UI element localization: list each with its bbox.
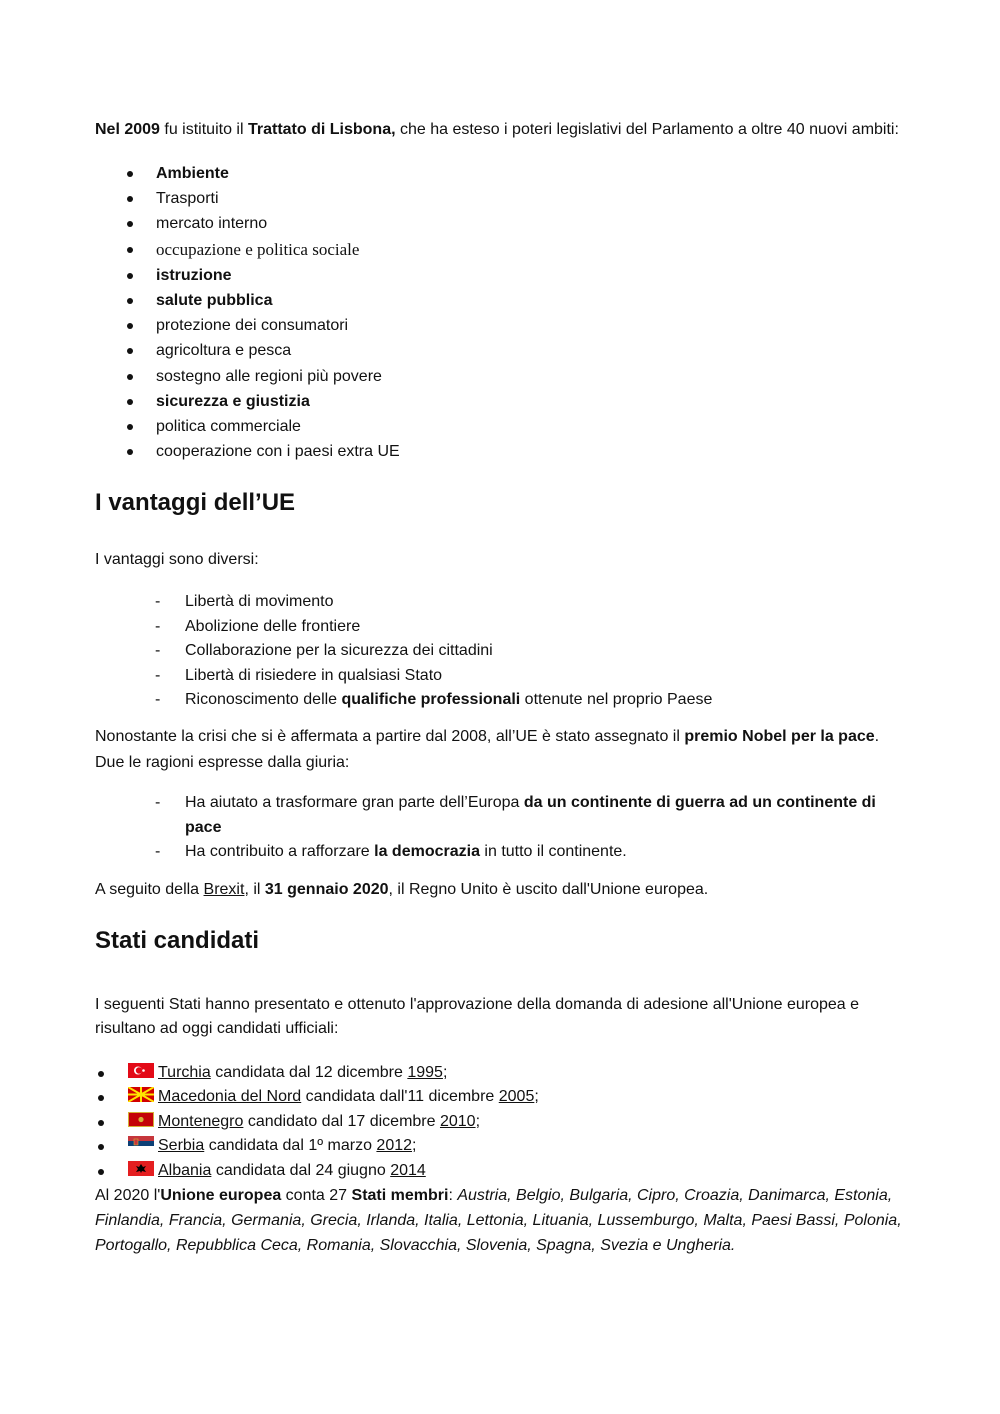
area-label: cooperazione con i paesi extra UE xyxy=(156,443,400,461)
list-item xyxy=(95,439,905,464)
advantages-list xyxy=(95,590,905,712)
nobel-reasons-list xyxy=(95,791,905,864)
candidates-intro: I seguenti Stati hanno presentato e ottenuto l'approvazione della domanda di adesione all'Unione europea e risultano ad oggi candidati ufficiali: xyxy=(95,995,859,1037)
area-label: mercato interno xyxy=(156,215,268,233)
intro-paragraph xyxy=(95,117,905,143)
list-item xyxy=(95,237,905,263)
area-label: salute pubblica xyxy=(156,292,273,310)
list-item xyxy=(95,639,905,663)
nobel-text-2: . Due le ragioni espresse dalla giuria: xyxy=(95,728,880,772)
candidate-text: candidata dal 24 giugno xyxy=(211,1161,391,1179)
advantage-label-end: ottenute nel proprio Paese xyxy=(520,691,713,709)
candidates-heading: Stati candidati xyxy=(95,926,260,954)
candidate-text: candidata dall'11 dicembre xyxy=(301,1088,499,1106)
year-link[interactable]: 2010 xyxy=(439,1112,476,1130)
list-item xyxy=(95,338,905,363)
year-link[interactable]: 2005 xyxy=(498,1088,535,1106)
list-item xyxy=(95,664,905,688)
list-item xyxy=(95,211,905,236)
list-item xyxy=(95,389,905,414)
area-label: Ambiente xyxy=(156,165,229,182)
nobel-paragraph xyxy=(95,724,905,776)
members-list: Austria, Belgio, Bulgaria, Cipro, Croazia, Danimarca, Estonia, Finlandia, Francia, Germania, Grecia, Irlanda, Italia, Lettonia, Lituania, Lussemburgo, Malta, Paesi Bassi, Polonia, Portogallo, Repubblica Ceca, Romania, Slovacchia, Slovenia, Spagna, Svezia e Ungheria. xyxy=(95,1187,902,1255)
advantage-label: Libertà di risiedere in qualsiasi Stato xyxy=(185,666,443,684)
brexit-date: 31 gennaio 2020 xyxy=(264,880,389,898)
advantage-label: Libertà di movimento xyxy=(185,593,334,611)
advantages-intro: I vantaggi sono diversi: xyxy=(95,551,259,569)
brexit-text-3: , il Regno Unito è uscito dall'Unione europea. xyxy=(388,880,709,898)
candidate-end: ; xyxy=(412,1137,417,1155)
advantages-heading: I vantaggi dell’UE xyxy=(95,489,296,517)
area-label: sicurezza e giustizia xyxy=(156,392,310,410)
country-link[interactable]: Serbia xyxy=(158,1137,205,1155)
reason-text: Ha aiutato a trasformare gran parte dell’Europa xyxy=(185,794,524,812)
list-item xyxy=(95,688,905,712)
areas-list xyxy=(95,161,905,464)
members-text-1: Al 2020 l' xyxy=(95,1187,161,1205)
country-link[interactable]: Macedonia del Nord xyxy=(158,1088,302,1106)
area-label: occupazione e politica sociale xyxy=(156,239,360,259)
candidate-end: ; xyxy=(442,1063,448,1081)
list-item xyxy=(95,615,905,639)
area-label: istruzione xyxy=(156,266,232,284)
year-link[interactable]: 2012 xyxy=(376,1137,413,1155)
turkey-flag-icon xyxy=(128,1063,154,1078)
area-label: politica commerciale xyxy=(156,418,301,436)
brexit-link[interactable]: Brexit xyxy=(203,880,245,898)
advantage-label: Abolizione delle frontiere xyxy=(185,617,361,635)
country-link[interactable]: Turchia xyxy=(158,1063,211,1081)
candidate-end: ; xyxy=(534,1088,539,1106)
reason-bold: da un continente di guerra ad un continente di pace xyxy=(185,794,876,836)
reason-bold: la democrazia xyxy=(374,843,480,861)
reason-text: Ha contribuito a rafforzare xyxy=(185,843,375,861)
nobel-prize: premio Nobel per la pace xyxy=(684,728,875,746)
intro-text-2: che ha esteso i poteri legislativi del Parlamento a oltre 40 nuovi ambiti: xyxy=(395,121,899,138)
list-item xyxy=(95,840,905,864)
albania-flag-icon xyxy=(128,1161,154,1176)
reason-text-end: in tutto il continente. xyxy=(479,843,627,861)
list-item xyxy=(95,1061,905,1086)
list-item xyxy=(95,186,905,211)
candidate-text: candidata dal 1º marzo xyxy=(204,1137,377,1155)
year-link[interactable]: 1995 xyxy=(407,1063,443,1081)
advantage-bold: qualifiche professionali xyxy=(341,691,521,709)
members-bold-2: Stati membri xyxy=(351,1187,449,1205)
year-link[interactable]: 2014 xyxy=(390,1161,426,1179)
list-item xyxy=(95,1085,905,1110)
advantage-label: Riconoscimento delle xyxy=(185,691,342,709)
list-item xyxy=(95,364,905,389)
list-item xyxy=(95,288,905,313)
candidate-end: ; xyxy=(475,1112,481,1130)
area-label: agricoltura e pesca xyxy=(156,342,292,360)
list-item xyxy=(95,414,905,439)
intro-text-1: fu istituito il xyxy=(159,121,248,138)
list-item xyxy=(95,791,905,840)
list-item xyxy=(95,313,905,338)
members-paragraph xyxy=(95,1183,905,1258)
area-label: sostegno alle regioni più povere xyxy=(156,367,382,385)
members-text-3: : xyxy=(448,1187,458,1205)
montenegro-flag-icon xyxy=(128,1112,154,1127)
candidates-list xyxy=(95,1061,905,1184)
intro-year: Nel 2009 xyxy=(95,121,160,138)
serbia-flag-icon xyxy=(128,1136,154,1151)
area-label: Trasporti xyxy=(156,190,219,208)
country-link[interactable]: Albania xyxy=(158,1161,212,1179)
treaty-name: Trattato di Lisbona, xyxy=(247,121,396,138)
list-item xyxy=(95,161,905,186)
brexit-paragraph xyxy=(95,877,905,903)
advantage-label: Collaborazione per la sicurezza dei cittadini xyxy=(185,642,493,660)
north-macedonia-flag-icon xyxy=(128,1087,154,1102)
list-item xyxy=(95,1159,905,1184)
list-item xyxy=(95,263,905,288)
nobel-text-1: Nonostante la crisi che si è affermata a partire dal 2008, all’UE è stato assegnato il xyxy=(95,728,685,746)
members-text-2: conta 27 xyxy=(281,1187,352,1205)
area-label: protezione dei consumatori xyxy=(156,317,349,335)
list-item xyxy=(95,1134,905,1159)
country-link[interactable]: Montenegro xyxy=(158,1112,244,1130)
brexit-text-2: , il xyxy=(244,880,265,898)
candidate-text: candidato dal 17 dicembre xyxy=(243,1112,440,1130)
members-bold-1: Unione europea xyxy=(160,1187,282,1205)
brexit-text-1: A seguito della xyxy=(95,880,204,898)
candidate-text: candidata dal 12 dicembre xyxy=(210,1063,408,1081)
list-item xyxy=(95,590,905,614)
list-item xyxy=(95,1110,905,1135)
document-page xyxy=(95,117,905,1258)
